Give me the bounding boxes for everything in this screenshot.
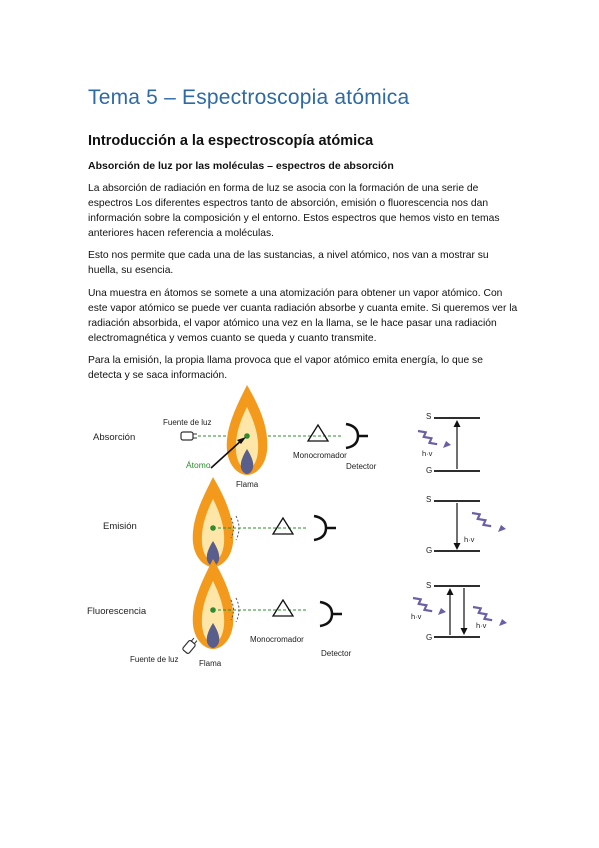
photon-in-arrowhead-1 bbox=[443, 441, 451, 448]
atom-dot-3 bbox=[210, 607, 216, 613]
detector-3 bbox=[320, 602, 342, 626]
atom-dot-2 bbox=[210, 525, 216, 531]
row-label-emission: Emisión bbox=[103, 521, 137, 532]
light-source-icon-3 bbox=[182, 637, 198, 654]
photon-out-arrowhead-3 bbox=[499, 619, 507, 626]
section-heading: Introducción a la espectroscopía atómica bbox=[88, 133, 374, 149]
monochromator-1 bbox=[308, 425, 328, 441]
photon-label-3b: h·v bbox=[476, 621, 487, 630]
transition-down-arrowhead-2 bbox=[454, 543, 461, 550]
light-source-label-3: Fuente de luz bbox=[130, 655, 179, 664]
light-source-icon bbox=[181, 432, 197, 440]
photon-label-2: h·v bbox=[464, 535, 475, 544]
paragraph-2: Esto nos permite que cada una de las sustancias, a nivel atómico, nos van a mostrar su huella, su esencia. bbox=[88, 250, 489, 276]
level-s-label-1: S bbox=[426, 412, 432, 421]
detector-1 bbox=[346, 424, 368, 448]
paragraph-3: Una muestra en átomos se somete a una atomización para obtener un vapor atómico. Con este vapor atómico se puede ver cuanta radiación absorbe y cuanta emite. Si queremos ver la radiación absorbida, el vapor atómico una vez en la llama, se le hace pasar una radiación electromagnética y vemos cuanto se queda y cuanto transmite. bbox=[88, 288, 518, 344]
monochromator-3 bbox=[273, 600, 293, 616]
row-label-absorption: Absorción bbox=[93, 432, 136, 443]
transition-up-arrowhead-1 bbox=[454, 420, 461, 427]
flame-1 bbox=[227, 385, 268, 475]
flame-2 bbox=[193, 477, 234, 567]
detector-2 bbox=[314, 516, 336, 540]
level-g-label-3: G bbox=[426, 633, 433, 642]
monochromator-2 bbox=[273, 518, 293, 534]
detector-label-3: Detector bbox=[321, 649, 352, 658]
atom-label: Átomo bbox=[186, 460, 211, 470]
spectroscopy-diagram bbox=[80, 385, 520, 675]
flame-label-3: Flama bbox=[199, 659, 222, 668]
monochromator-label-3: Monocromador bbox=[250, 635, 304, 644]
page-title: Tema 5 – Espectroscopia atómica bbox=[88, 86, 410, 109]
row-label-fluorescence: Fluorescencia bbox=[87, 606, 147, 617]
level-g-label-1: G bbox=[426, 466, 433, 475]
light-source-label-1: Fuente de luz bbox=[163, 418, 212, 427]
subsection-heading: Absorción de luz por las moléculas – espectros de absorción bbox=[88, 160, 394, 172]
flame-label-1: Flama bbox=[236, 480, 259, 489]
photon-out-2 bbox=[472, 508, 491, 531]
photon-label-1: h·v bbox=[422, 449, 433, 458]
photon-label-3a: h·v bbox=[411, 612, 422, 621]
photon-in-arrowhead-3 bbox=[438, 608, 446, 615]
monochromator-label-1: Monocromador bbox=[293, 451, 347, 460]
photon-in-1 bbox=[418, 426, 437, 449]
transition-up-arrowhead-3 bbox=[447, 588, 454, 595]
level-s-label-3: S bbox=[426, 581, 432, 590]
level-g-label-2: G bbox=[426, 546, 433, 555]
flame-3 bbox=[193, 559, 234, 649]
paragraph-1: La absorción de radiación en forma de luz se asocia con la formación de una serie de espectros Los diferentes espectros tanto de absorción, emisión o fluorescencia nos dan información sobre la composición y el entorno. Estos espectros que hemos visto en temas anteriores hacen referencia a moléculas. bbox=[88, 183, 500, 239]
photon-out-arrowhead-2 bbox=[498, 525, 506, 532]
paragraph-4: Para la emisión, la propia llama provoca que el vapor atómico emita energía, lo que se detecta y se saca información. bbox=[88, 355, 483, 381]
detector-label-1: Detector bbox=[346, 462, 377, 471]
transition-down-arrowhead-3 bbox=[461, 628, 468, 635]
level-s-label-2: S bbox=[426, 495, 432, 504]
